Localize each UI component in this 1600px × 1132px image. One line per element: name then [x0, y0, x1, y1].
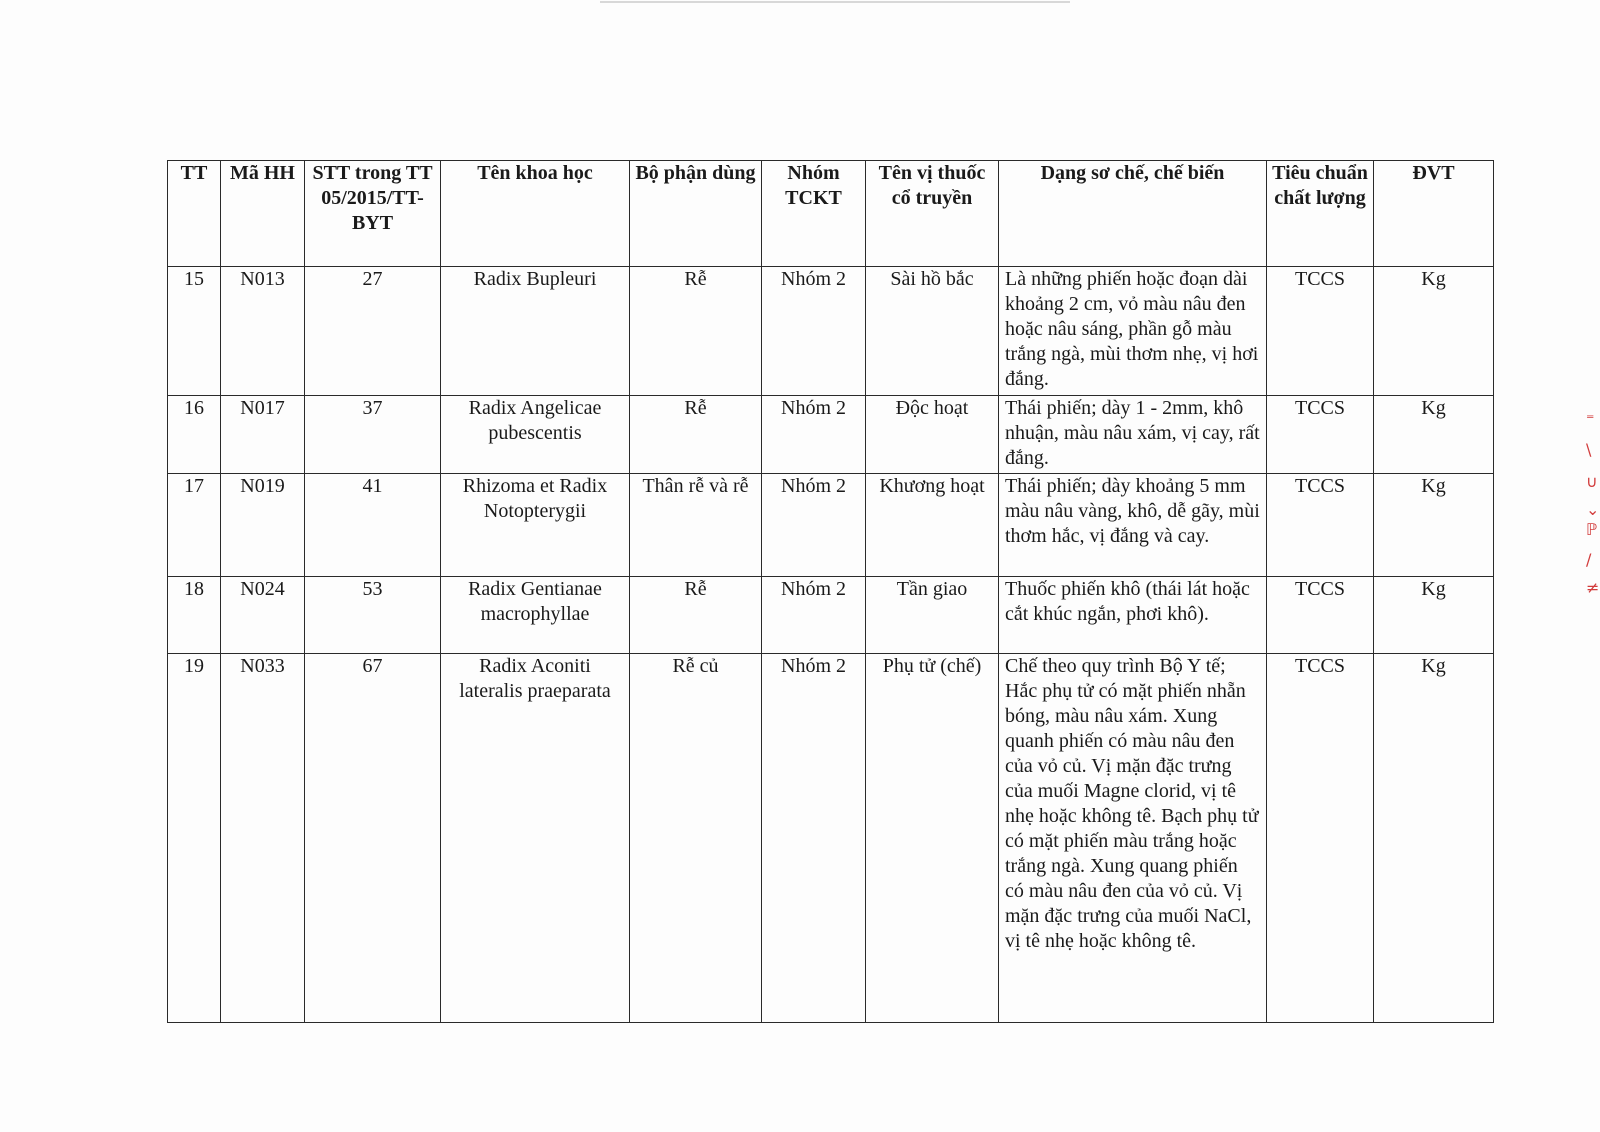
- cell-tieu-chuan: TCCS: [1267, 396, 1374, 474]
- cell-tt: 19: [168, 654, 221, 1023]
- cell-dvt: Kg: [1374, 267, 1494, 396]
- header-nhom-tckt: Nhóm TCKT: [762, 161, 866, 267]
- cell-bo-phan-dung: Thân rễ và rễ: [630, 474, 762, 577]
- table-row: [168, 577, 1494, 654]
- cell-stt: 41: [305, 474, 441, 577]
- header-ten-khoa-hoc: Tên khoa học: [441, 161, 630, 267]
- cell-ten-khoa-hoc: Radix Angelicae pubescentis: [441, 396, 630, 474]
- table-row: [168, 654, 1494, 1023]
- scan-edge-line: [600, 1, 1070, 3]
- cell-tt: 15: [168, 267, 221, 396]
- cell-ten-khoa-hoc: Rhizoma et Radix Notopterygii: [441, 474, 630, 577]
- cell-dvt: Kg: [1374, 654, 1494, 1023]
- cell-ten-vi-thuoc: Sài hồ bắc: [866, 267, 999, 396]
- header-bo-phan-dung: Bộ phận dùng: [630, 161, 762, 267]
- cell-ten-khoa-hoc: Radix Bupleuri: [441, 267, 630, 396]
- cell-stt: 53: [305, 577, 441, 654]
- header-ma-hh: Mã HH: [221, 161, 305, 267]
- header-ten-vi-thuoc: Tên vị thuốc cổ truyền: [866, 161, 999, 267]
- cell-dang-so-che: Thái phiến; dày 1 - 2mm, khô nhuận, màu nâu xám, vị cay, rất đắng.: [999, 396, 1267, 474]
- header-tt: TT: [168, 161, 221, 267]
- cell-ten-khoa-hoc: Radix Aconiti lateralis praeparata: [441, 654, 630, 1023]
- table-row: [168, 474, 1494, 577]
- header-dang-so-che: Dạng sơ chế, chế biến: [999, 161, 1267, 267]
- cell-nhom-tckt: Nhóm 2: [762, 474, 866, 577]
- cell-bo-phan-dung: Rễ: [630, 267, 762, 396]
- table-header-row: [168, 161, 1494, 267]
- header-tieu-chuan: Tiêu chuẩn chất lượng: [1267, 161, 1374, 267]
- header-dvt: ĐVT: [1374, 161, 1494, 267]
- cell-nhom-tckt: Nhóm 2: [762, 654, 866, 1023]
- cell-ten-vi-thuoc: Phụ tử (chế): [866, 654, 999, 1023]
- cell-ma-hh: N019: [221, 474, 305, 577]
- cell-dvt: Kg: [1374, 474, 1494, 577]
- cell-tieu-chuan: TCCS: [1267, 474, 1374, 577]
- cell-tt: 17: [168, 474, 221, 577]
- cell-tieu-chuan: TCCS: [1267, 577, 1374, 654]
- cell-dang-so-che: Là những phiến hoặc đoạn dài khoảng 2 cm, vỏ màu nâu đen hoặc nâu sáng, phần gỗ màu trắng ngà, mùi thơm nhẹ, vị hơi đắng.: [999, 267, 1267, 396]
- cell-stt: 67: [305, 654, 441, 1023]
- cell-dvt: Kg: [1374, 577, 1494, 654]
- cell-ten-khoa-hoc: Radix Gentianae macrophyllae: [441, 577, 630, 654]
- cell-ma-hh: N033: [221, 654, 305, 1023]
- cell-bo-phan-dung: Rễ: [630, 396, 762, 474]
- cell-tieu-chuan: TCCS: [1267, 267, 1374, 396]
- cell-ma-hh: N013: [221, 267, 305, 396]
- cell-tt: 18: [168, 577, 221, 654]
- cell-ten-vi-thuoc: Khương hoạt: [866, 474, 999, 577]
- cell-dang-so-che: Chế theo quy trình Bộ Y tế; Hắc phụ tử có mặt phiến nhẵn bóng, màu nâu xám. Xung quanh phiến có màu nâu đen của vỏ củ. Vị mặn đặc trưng của muối Magne clorid, vị tê nhẹ hoặc không tê. Bạch phụ tử có mặt phiến màu trắng hoặc trắng ngà. Xung quang phiến có màu nâu đen của vỏ củ. Vị mặn đặc trưng của muối NaCl, vị tê nhẹ hoặc không tê.: [999, 654, 1267, 1023]
- cell-bo-phan-dung: Rễ: [630, 577, 762, 654]
- cell-tt: 16: [168, 396, 221, 474]
- cell-ten-vi-thuoc: Độc hoạt: [866, 396, 999, 474]
- cell-nhom-tckt: Nhóm 2: [762, 267, 866, 396]
- table-row: [168, 396, 1494, 474]
- cell-ma-hh: N017: [221, 396, 305, 474]
- stamp-edge-marks: ⁼ \ ∪ ⌄ ℙ / ≠: [1586, 410, 1600, 597]
- cell-stt: 27: [305, 267, 441, 396]
- cell-dvt: Kg: [1374, 396, 1494, 474]
- cell-ten-vi-thuoc: Tần giao: [866, 577, 999, 654]
- cell-dang-so-che: Thái phiến; dày khoảng 5 mm màu nâu vàng, khô, dễ gãy, mùi thơm hắc, vị đắng và cay.: [999, 474, 1267, 577]
- herb-table: [167, 160, 1494, 1023]
- cell-ma-hh: N024: [221, 577, 305, 654]
- cell-stt: 37: [305, 396, 441, 474]
- cell-bo-phan-dung: Rễ củ: [630, 654, 762, 1023]
- cell-nhom-tckt: Nhóm 2: [762, 577, 866, 654]
- cell-dang-so-che: Thuốc phiến khô (thái lát hoặc cắt khúc ngắn, phơi khô).: [999, 577, 1267, 654]
- cell-tieu-chuan: TCCS: [1267, 654, 1374, 1023]
- table-row: [168, 267, 1494, 396]
- cell-nhom-tckt: Nhóm 2: [762, 396, 866, 474]
- header-stt: STT trong TT 05/2015/TT-BYT: [305, 161, 441, 267]
